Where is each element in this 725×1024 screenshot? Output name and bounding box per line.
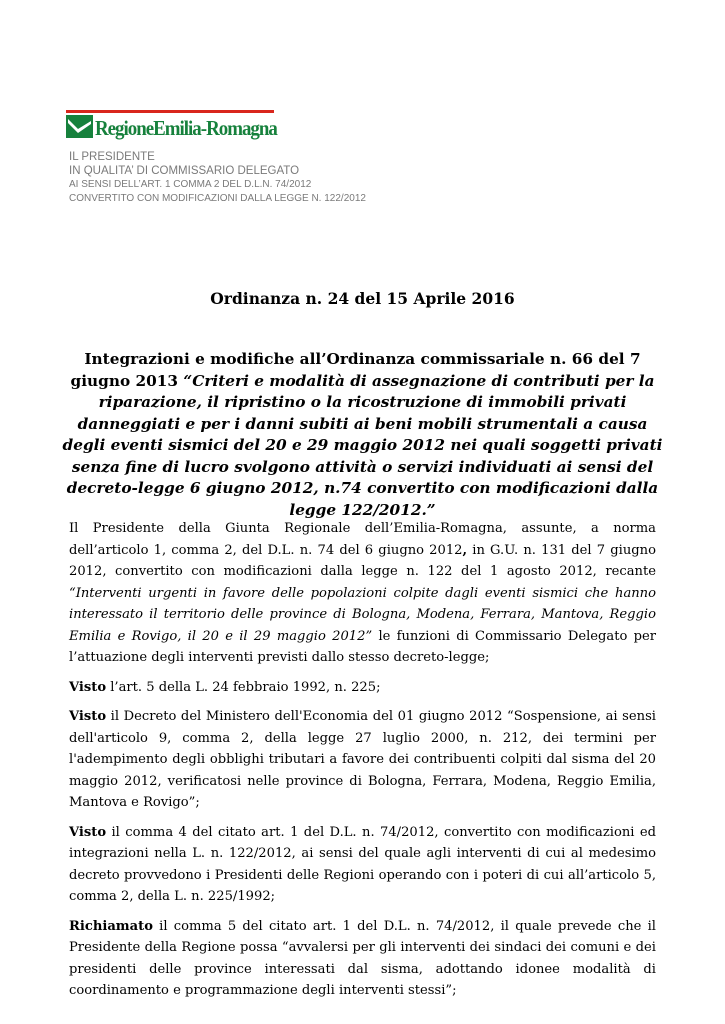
intro-quote: “Interventi urgenti in favore delle popolazioni colpite dagli eventi sismici che hanno interessato il territorio delle province di Bologna, Modena, Ferrara, Mantova, Reggio Emilia e Rovigo, il 20 e il 29 maggio 2012” (69, 585, 656, 644)
office-line: IN QUALITA’ DI COMMISSARIO DELEGATO (69, 164, 300, 177)
document-subject (60, 349, 665, 521)
paragraph-richiamato (69, 916, 656, 1002)
paragraph-lead: Visto (69, 709, 107, 724)
intro-text-a: Il Presidente della Giunta Regionale dell’Emilia-Romagna, assunte, a norma dell’articolo 1, comma 2, del D.L. n. 74 del 6 giugno 2012 (69, 521, 656, 558)
intro-text-c: le funzioni di Commissario Delegato per l’attuazione degli interventi previsti dallo stesso decreto-legge; (69, 628, 656, 665)
paragraph-visto-2 (69, 706, 656, 814)
office-line: AI SENSI DELL’ART. 1 COMMA 2 DEL D.L.N. 74/2012 (69, 179, 312, 190)
paragraph-text: il comma 5 del citato art. 1 del D.L. n. 74/2012, il quale prevede che il Presidente della Regione possa “avvalersi per gli interventi dei sindaci dei comuni e dei presidenti delle province interessati dal sisma, adottando idonee modalità di coordinamento e programmazione degli interventi stessi”; (69, 918, 656, 998)
paragraph-lead: Visto (69, 679, 107, 695)
paragraph-text: l’art. 5 della L. 24 febbraio 1992, n. 225; (106, 679, 381, 695)
paragraph-text: il comma 4 del citato art. 1 del D.L. n. 74/2012, convertito con modificazioni ed integrazioni nella L. n. 122/2012, ai sensi del quale agli interventi di cui al medesimo decreto provvedono i Presidenti delle Regioni operando con i poteri di cui all’articolo 5, comma 2, della L. n. 225/1992; (69, 824, 656, 904)
document-body (69, 518, 656, 1010)
office-block (69, 151, 366, 205)
logo-red-bar (66, 110, 274, 113)
region-emblem-icon (66, 115, 94, 139)
subject-italic: “Criteri e modalità di assegnazione di contributi per la riparazione, il ripristino o la ricostruzione di immobili privati danneggiati e per i danni subiti ai beni mobili strumentali a causa degli eventi sismici del 20 e 29 maggio 2012 nei quali soggetti privati senza fine di lucro svolgono attività o servizi individuati ai sensi del decreto-legge 6 giugno 2012, n.74 convertito con modificazioni dalla legge 122/2012.” (62, 371, 663, 519)
document-title: Ordinanza n. 24 del 15 Aprile 2016 (210, 289, 515, 308)
paragraph-text: il Decreto del Ministero dell'Economia del 01 giugno 2012 “Sospensione, ai sensi dell'articolo 9, comma 2, della legge 27 luglio 2000, n. 212, dei termini per l'adempimento degli obblighi tributari a favore dei contribuenti colpiti dal sisma del 20 maggio 2012, verificatosi nelle province di Bologna, Ferrara, Modena, Reggio Emilia, Mantova e Rovigo”; (69, 709, 656, 810)
paragraph-lead: Richiamato (69, 918, 153, 934)
office-line: CONVERTITO CON MODIFICAZIONI DALLA LEGGE N. 122/2012 (69, 192, 366, 204)
intro-paragraph (69, 518, 656, 669)
logo-text: RegioneEmilia-Romagna (95, 116, 277, 140)
subject-plain: Integrazioni e modifiche all’Ordinanza commissariale n. 66 del 7 giugno 2013 (70, 350, 641, 390)
paragraph-visto-3 (69, 822, 656, 908)
intro-text-b: in G.U. n. 131 del 7 giugno 2012, convertito con modificazioni dalla legge n. 122 del 1 agosto 2012, recante (69, 542, 656, 579)
paragraph-visto-1 (69, 677, 656, 699)
office-line: IL PRESIDENTE (69, 151, 155, 163)
region-logo (66, 110, 276, 144)
intro-comma: , (462, 542, 468, 558)
paragraph-lead: Visto (69, 824, 107, 840)
